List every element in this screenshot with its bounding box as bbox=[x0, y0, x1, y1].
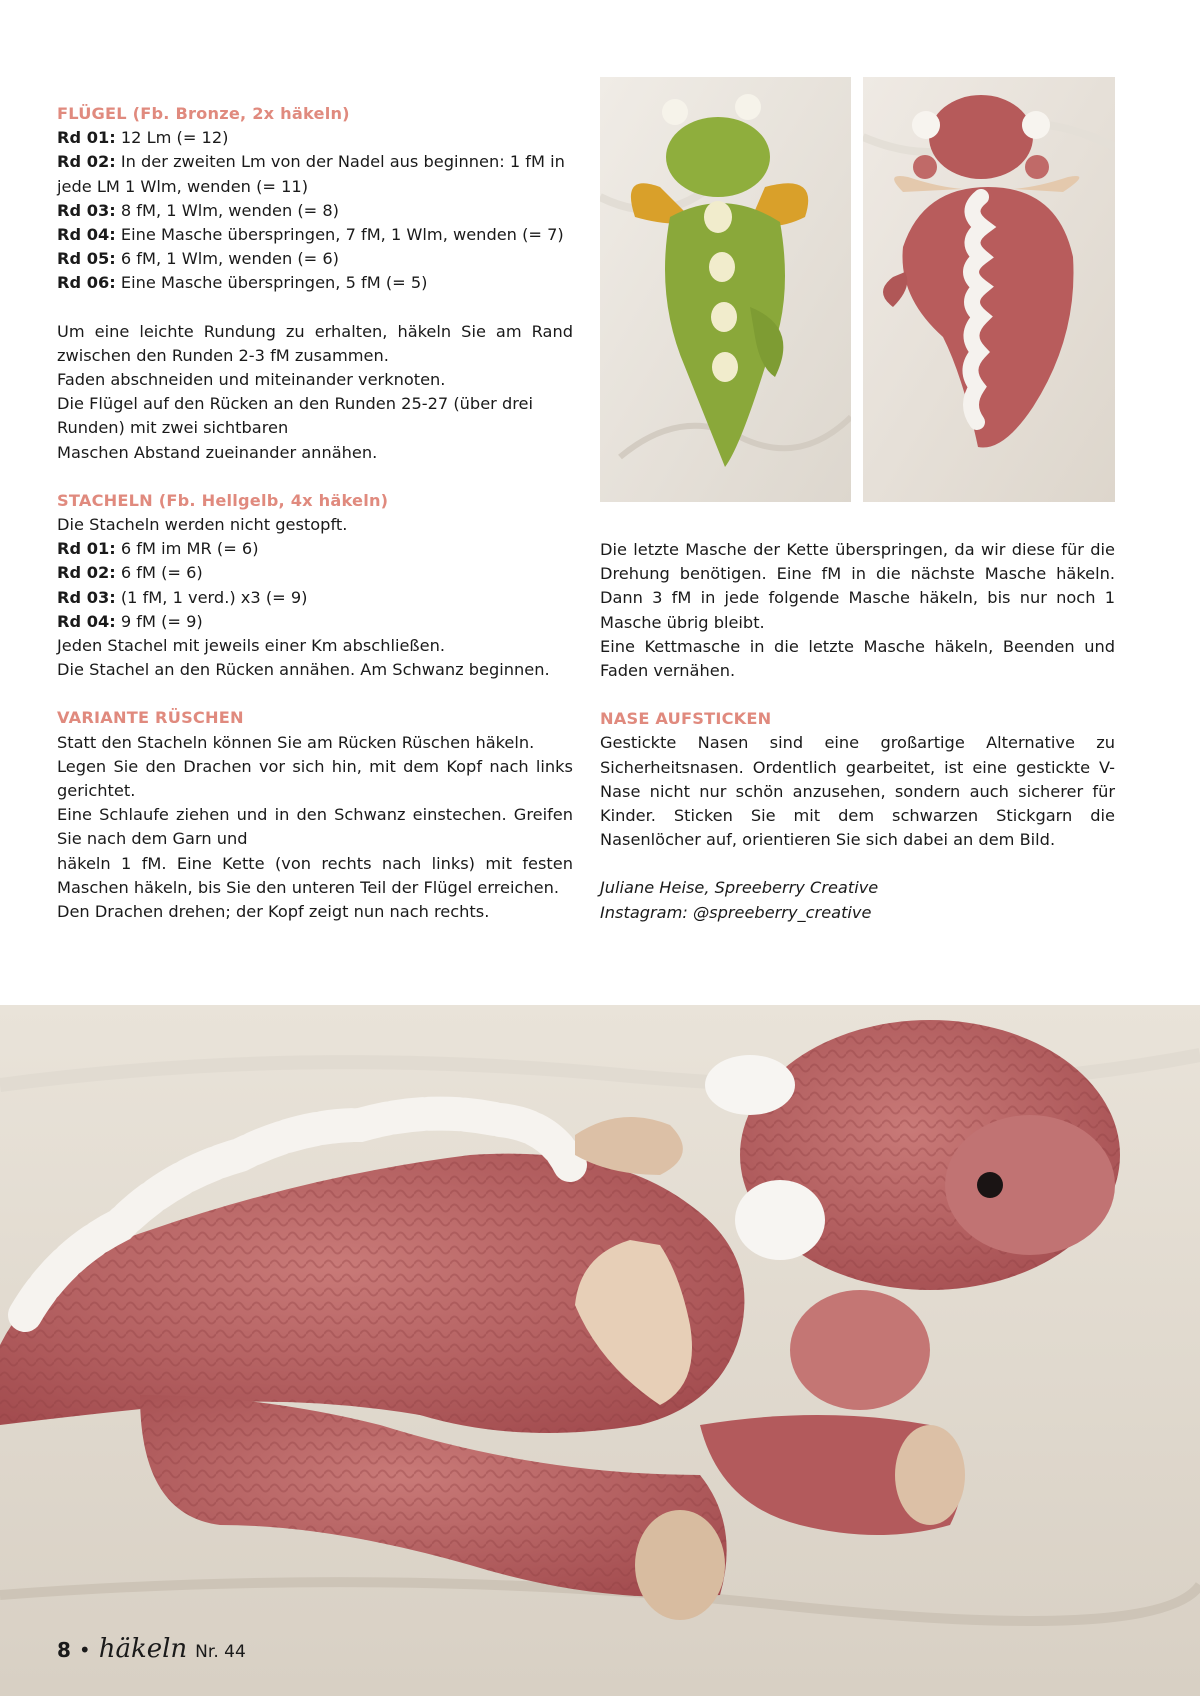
stacheln-intro: Die Stacheln werden nicht gestopft. bbox=[57, 515, 348, 535]
fluegel-heading: FLÜGEL (Fb. Bronze, 2x häkeln) bbox=[57, 104, 350, 123]
left-column bbox=[57, 102, 573, 924]
credit-instagram: Instagram: @spreeberry_creative bbox=[600, 902, 872, 922]
credit-author: Juliane Heise, Spreeberry Creative bbox=[600, 878, 879, 898]
stacheln-row-2: Rd 02: 6 fM (= 6) bbox=[57, 563, 203, 583]
fluegel-row-3: Rd 03: 8 fM, 1 Wlm, wenden (= 8) bbox=[57, 200, 339, 220]
footer-separator: • bbox=[78, 1638, 91, 1662]
fluegel-note-1: Um eine leichte Rundung zu erhalten, häkeln Sie am Rand zwischen den Runden 2-3 fM zusammen. bbox=[57, 321, 573, 365]
rueschen-paragraph-3: Eine Schlaufe ziehen und in den Schwanz einstechen. Greifen Sie nach dem Garn und bbox=[57, 805, 573, 849]
kette-paragraph-1: Die letzte Masche der Kette überspringen, da wir diese für die Drehung benötigen. Eine fM in die nächste Masche häkeln. Dann 3 fM in jede folgende Masche häkeln, bis nur noch 1 Masche übrig bleibt. bbox=[600, 540, 1115, 632]
nase-text: Gestickte Nasen sind eine großartige Alternative zu Sicherheitsnasen. Ordentlich gearbeitet, ist eine gestickte V-Nase nicht nur schön anzusehen, sondern auch sicherer für Kinder. Sticken Sie mit dem schwarzen Stickgarn die Nasenlöcher auf, orientieren Sie sich dabei an dem Bild. bbox=[600, 733, 1115, 850]
page-number: 8 bbox=[57, 1638, 71, 1662]
pink-dragon-back-photo bbox=[863, 77, 1115, 502]
fluegel-row-2: Rd 02: In der zweiten Lm von der Nadel aus beginnen: 1 fM in jede LM 1 Wlm, wenden (= 11) bbox=[57, 152, 565, 196]
stacheln-row-3: Rd 03: (1 fM, 1 verd.) x3 (= 9) bbox=[57, 587, 308, 607]
fluegel-rows bbox=[57, 126, 573, 295]
fluegel-row-4: Rd 04: Eine Masche überspringen, 7 fM, 1 Wlm, wenden (= 7) bbox=[57, 225, 564, 245]
fluegel-note-2: Faden abschneiden und miteinander verknoten. bbox=[57, 370, 446, 390]
rueschen-paragraph-1: Statt den Stacheln können Sie am Rücken Rüschen häkeln. bbox=[57, 732, 535, 752]
rueschen-heading: VARIANTE RÜSCHEN bbox=[57, 708, 244, 728]
magazine-title: häkeln bbox=[98, 1634, 188, 1664]
fluegel-row-1: Rd 01: 12 Lm (= 12) bbox=[57, 128, 229, 148]
stacheln-row-1: Rd 01: 6 fM im MR (= 6) bbox=[57, 539, 259, 559]
fluegel-note-4: Maschen Abstand zueinander annähen. bbox=[57, 442, 378, 462]
stacheln-row-4: Rd 04: 9 fM (= 9) bbox=[57, 611, 203, 631]
fluegel-row-6: Rd 06: Eine Masche überspringen, 5 fM (= 5) bbox=[57, 273, 428, 293]
stacheln-heading: STACHELN (Fb. Hellgelb, 4x häkeln) bbox=[57, 490, 389, 510]
rueschen-paragraph-4: häkeln 1 fM. Eine Kette (von rechts nach links) mit festen Maschen häkeln, bis Sie den unteren Teil der Flügel erreichen. bbox=[57, 853, 573, 897]
green-dragon-photo bbox=[600, 77, 851, 502]
issue-number: Nr. 44 bbox=[195, 1642, 246, 1662]
rueschen-paragraph-5: Den Drachen drehen; der Kopf zeigt nun nach rechts. bbox=[57, 902, 490, 922]
nase-heading: NASE AUFSTICKEN bbox=[600, 709, 772, 729]
rueschen-paragraph-2: Legen Sie den Drachen vor sich hin, mit dem Kopf nach links gerichtet. bbox=[57, 756, 573, 801]
fluegel-note-3: Die Flügel auf den Rücken an den Runden 25-27 (über drei Runden) mit zwei sichtbaren bbox=[57, 394, 533, 438]
right-column bbox=[600, 538, 1115, 925]
kette-paragraph-2: Eine Kettmasche in die letzte Masche häkeln, Beenden und Faden vernähen. bbox=[600, 636, 1115, 681]
pink-dragon-main-photo bbox=[0, 1005, 1200, 1696]
fluegel-row-5: Rd 05: 6 fM, 1 Wlm, wenden (= 6) bbox=[57, 249, 339, 269]
page-footer bbox=[57, 1634, 246, 1664]
stacheln-note-1: Jeden Stachel mit jeweils einer Km abschließen. bbox=[57, 636, 445, 656]
stacheln-note-2: Die Stachel an den Rücken annähen. Am Schwanz beginnen. bbox=[57, 660, 550, 680]
